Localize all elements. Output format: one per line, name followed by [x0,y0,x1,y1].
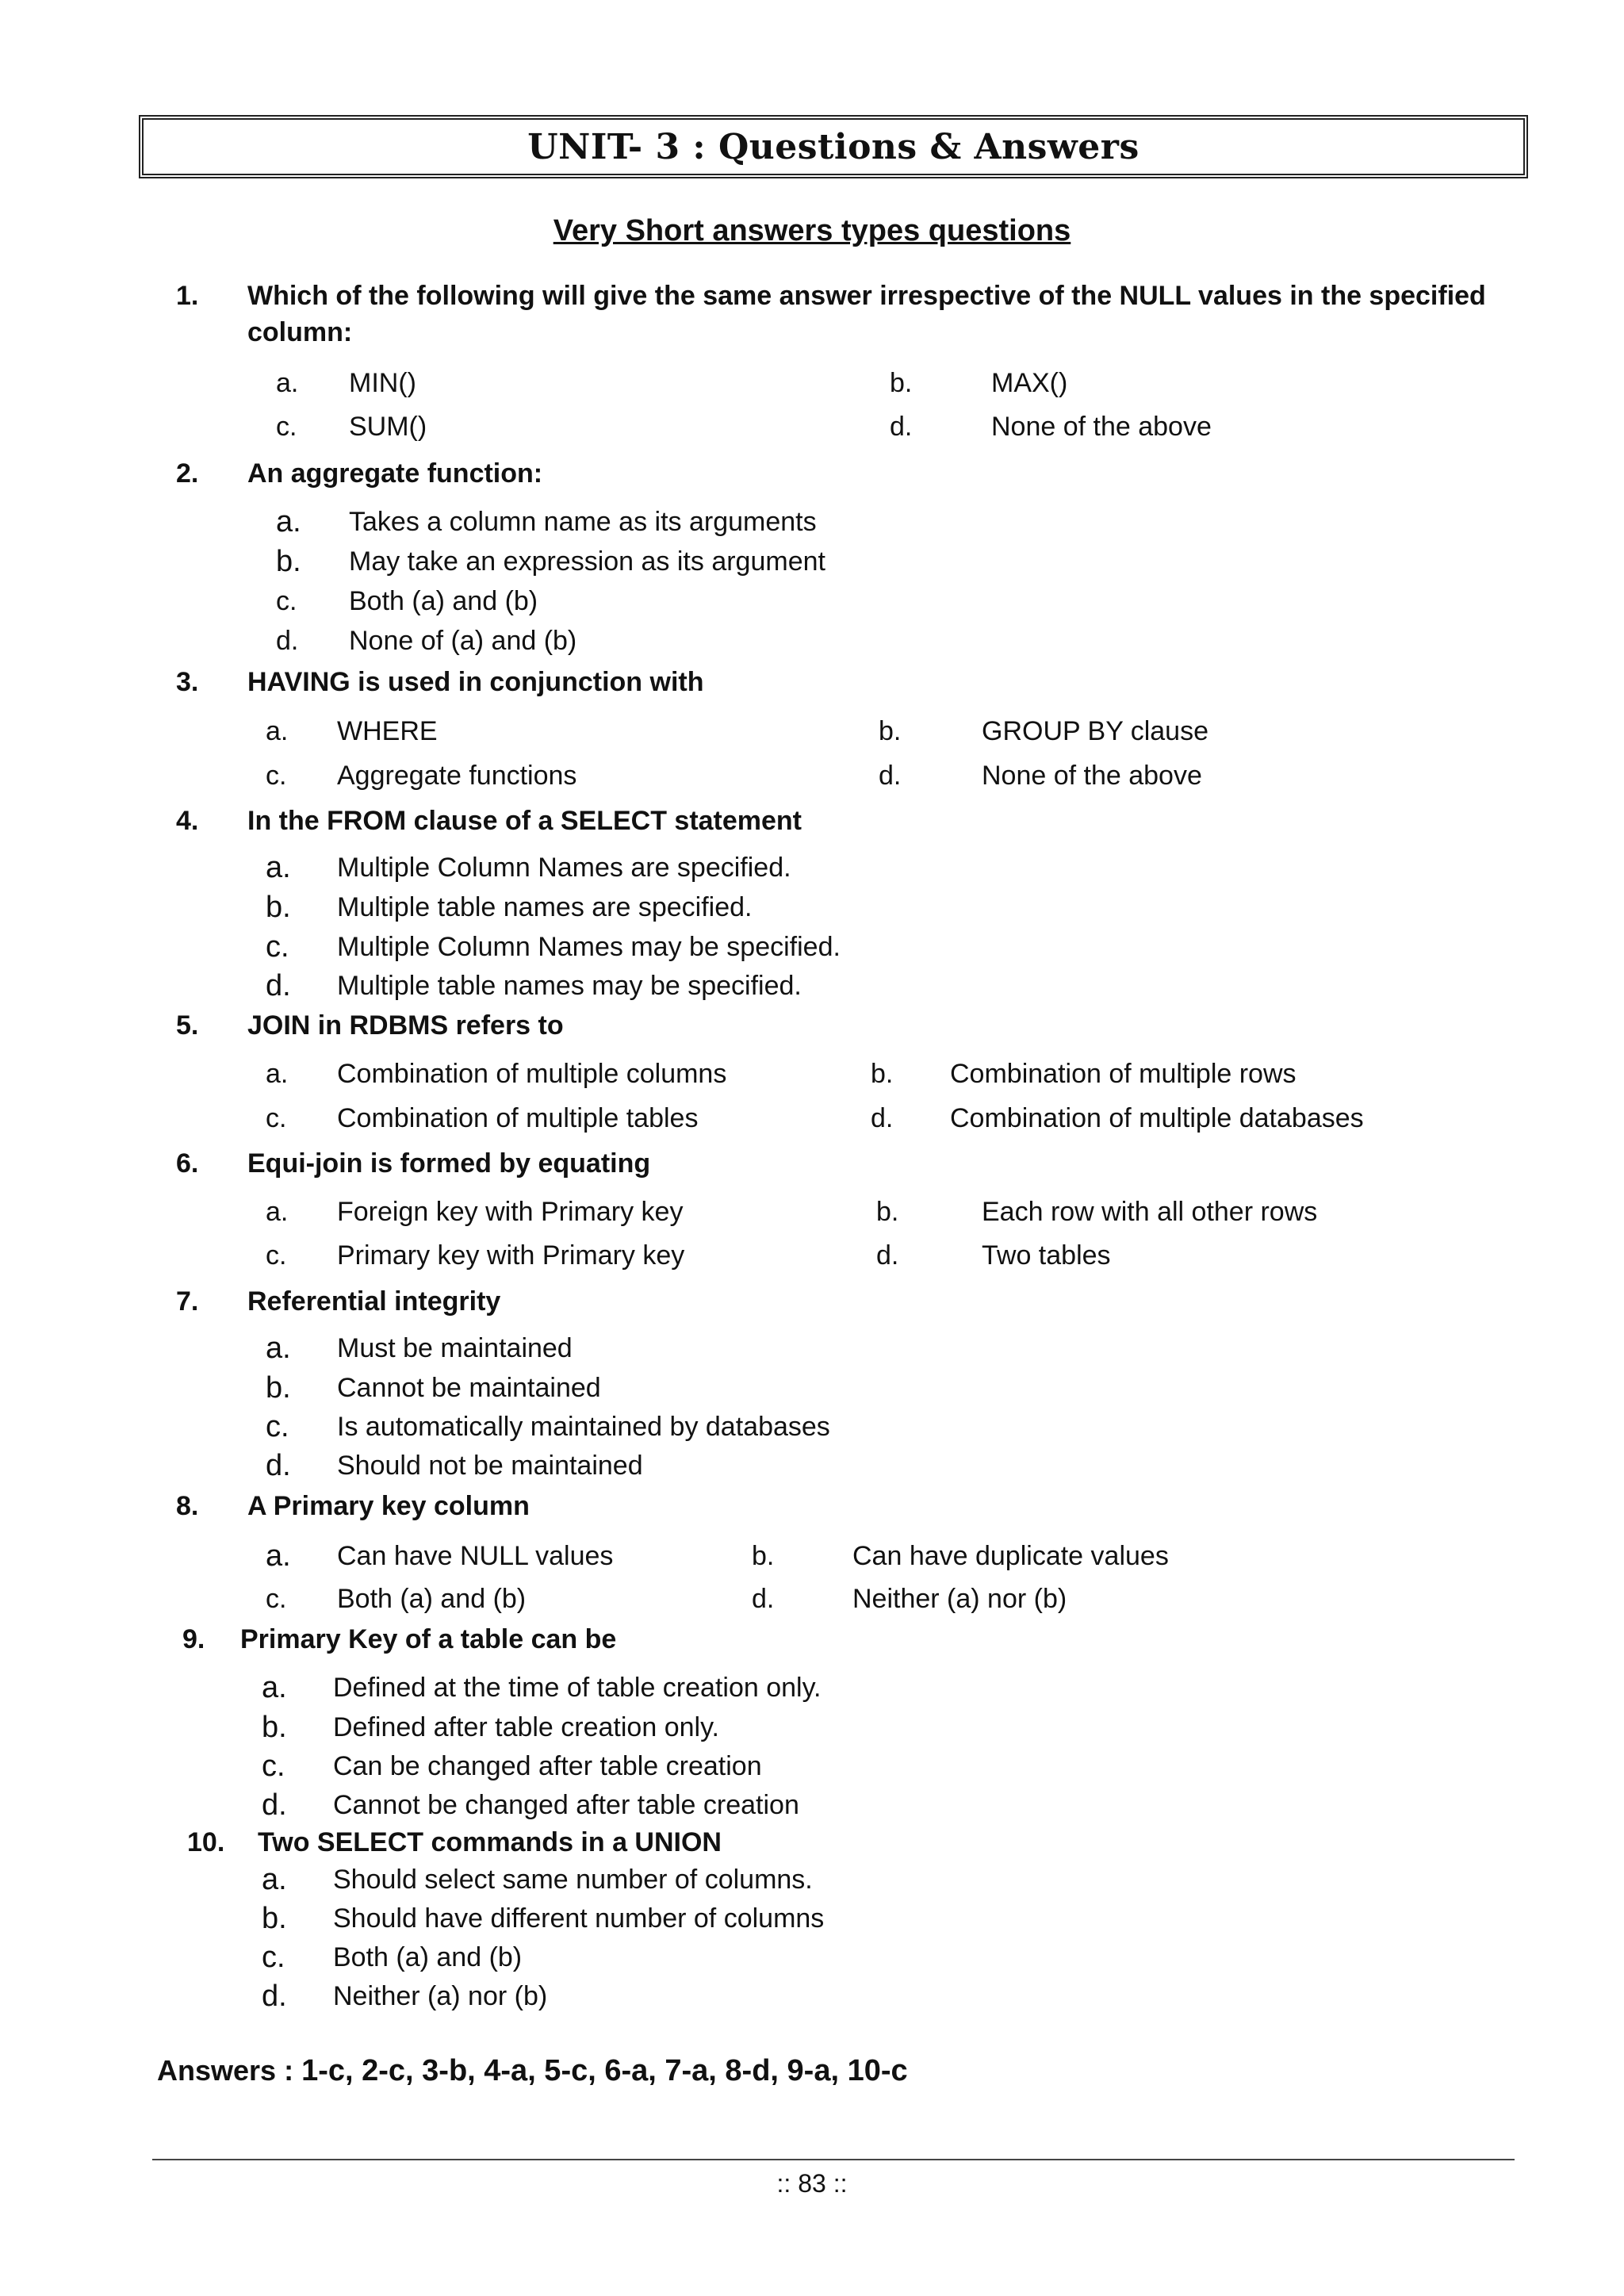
option-text: Multiple Column Names are specified. [337,853,791,883]
option-text: None of the above [982,761,1202,791]
option-text: Should have different number of columns [333,1903,825,1934]
option-label: b. [266,1371,291,1405]
option-label: b. [876,1197,899,1227]
answer-key [157,2054,908,2088]
option-text: Multiple table names may be specified. [337,971,802,1001]
footer-divider [152,2159,1515,2160]
question-number: 10. [187,1827,225,1857]
question-text: A Primary key column [247,1491,530,1521]
option-label: b. [879,716,902,746]
option-label: d. [871,1103,894,1133]
question-number: 3. [176,667,199,697]
option-text: Combination of multiple columns [337,1059,727,1089]
option-label: d. [262,1788,287,1822]
option-text: Can have NULL values [337,1541,614,1571]
option-text: MIN() [349,368,416,398]
option-label: b. [262,1711,287,1744]
option-label: d. [879,761,902,791]
option-label: b. [262,1902,287,1935]
question-text: Which of the following will give the same answer irrespective of the NULL values in the specified [247,281,1486,311]
option-label: d. [890,412,913,442]
question-number: 2. [176,458,199,489]
unit-title-box [139,115,1528,178]
option-label: c. [262,1941,285,1974]
page-number: :: 83 :: [776,2169,848,2198]
option-text: Must be maintained [337,1333,573,1363]
option-label: a. [266,851,291,884]
option-text: SUM() [349,412,427,442]
option-text: Combination of multiple rows [950,1059,1297,1089]
option-text: MAX() [991,368,1068,398]
section-heading: Very Short answers types questions [553,214,1071,247]
answer-key-label: Answers : [157,2054,294,2087]
option-label: b. [276,545,301,578]
option-label: d. [752,1584,775,1614]
question-number: 7. [176,1286,199,1317]
option-text: Defined after table creation only. [333,1712,719,1742]
option-text: Cannot be changed after table creation [333,1790,799,1820]
option-text: Multiple table names are specified. [337,892,753,922]
option-label: c. [266,930,289,964]
option-label: b. [871,1059,894,1089]
option-text: Should select same number of columns. [333,1865,813,1895]
question-text: Two SELECT commands in a UNION [258,1827,722,1857]
option-label: b. [752,1541,775,1571]
option-label: b. [890,368,913,398]
question-number: 8. [176,1491,199,1521]
option-label: c. [266,1240,287,1271]
option-label: b. [266,891,291,924]
option-text: Both (a) and (b) [333,1942,523,1972]
question-text: JOIN in RDBMS refers to [247,1010,564,1041]
option-text: Combination of multiple tables [337,1103,699,1133]
page-title: UNIT- 3 : Questions & Answers [527,126,1139,167]
option-label: c. [266,1410,289,1443]
option-text: None of (a) and (b) [349,626,577,656]
option-text: Defined at the time of table creation only. [333,1673,822,1703]
option-text: Aggregate functions [337,761,577,791]
option-label: c. [276,412,297,442]
option-text: Can be changed after table creation [333,1751,762,1781]
option-text: None of the above [991,412,1212,442]
option-label: d. [876,1240,899,1271]
option-text: Each row with all other rows [982,1197,1318,1227]
option-label: d. [262,1980,287,2013]
option-label: c. [266,1584,287,1614]
question-text: An aggregate function: [247,458,543,489]
option-text: Both (a) and (b) [349,586,538,616]
option-text: Cannot be maintained [337,1373,601,1403]
option-text: Both (a) and (b) [337,1584,527,1614]
question-text: Referential integrity [247,1286,501,1317]
option-label: d. [276,626,299,656]
option-label: a. [266,1059,289,1089]
question-text-cont: column: [247,317,353,347]
option-text: Two tables [982,1240,1111,1271]
option-text: May take an expression as its argument [349,546,825,577]
option-text: Combination of multiple databases [950,1103,1364,1133]
question-text: HAVING is used in conjunction with [247,667,704,697]
option-text: Foreign key with Primary key [337,1197,684,1227]
question-number: 9. [182,1624,205,1654]
question-number: 6. [176,1148,199,1179]
option-label: c. [276,586,297,616]
option-text: Takes a column name as its arguments [349,507,817,537]
option-text: Neither (a) nor (b) [333,1981,548,2011]
option-text: WHERE [337,716,438,746]
option-text: Neither (a) nor (b) [852,1584,1067,1614]
option-text: Multiple Column Names may be specified. [337,932,841,962]
option-label: a. [266,1539,291,1573]
option-label: a. [262,1671,287,1704]
answer-key-values: 1-c, 2-c, 3-b, 4-a, 5-c, 6-a, 7-a, 8-d, 9-a, 10-c [301,2054,908,2087]
option-label: a. [276,368,299,398]
option-label: a. [266,1197,289,1227]
option-text: Should not be maintained [337,1451,643,1481]
option-text: Primary key with Primary key [337,1240,685,1271]
option-label: c. [266,1103,287,1133]
option-label: a. [276,505,301,539]
option-label: a. [266,716,289,746]
option-label: a. [266,1332,291,1365]
option-label: a. [262,1863,287,1896]
question-text: In the FROM clause of a SELECT statement [247,806,802,836]
option-label: c. [262,1750,285,1783]
question-text: Primary Key of a table can be [240,1624,617,1654]
option-label: c. [266,761,287,791]
question-text: Equi-join is formed by equating [247,1148,651,1179]
option-text: Is automatically maintained by databases [337,1412,830,1442]
option-text: GROUP BY clause [982,716,1208,746]
option-text: Can have duplicate values [852,1541,1169,1571]
option-label: d. [266,1449,291,1482]
question-number: 1. [176,281,199,311]
question-number: 4. [176,806,199,836]
question-number: 5. [176,1010,199,1041]
option-label: d. [266,969,291,1002]
